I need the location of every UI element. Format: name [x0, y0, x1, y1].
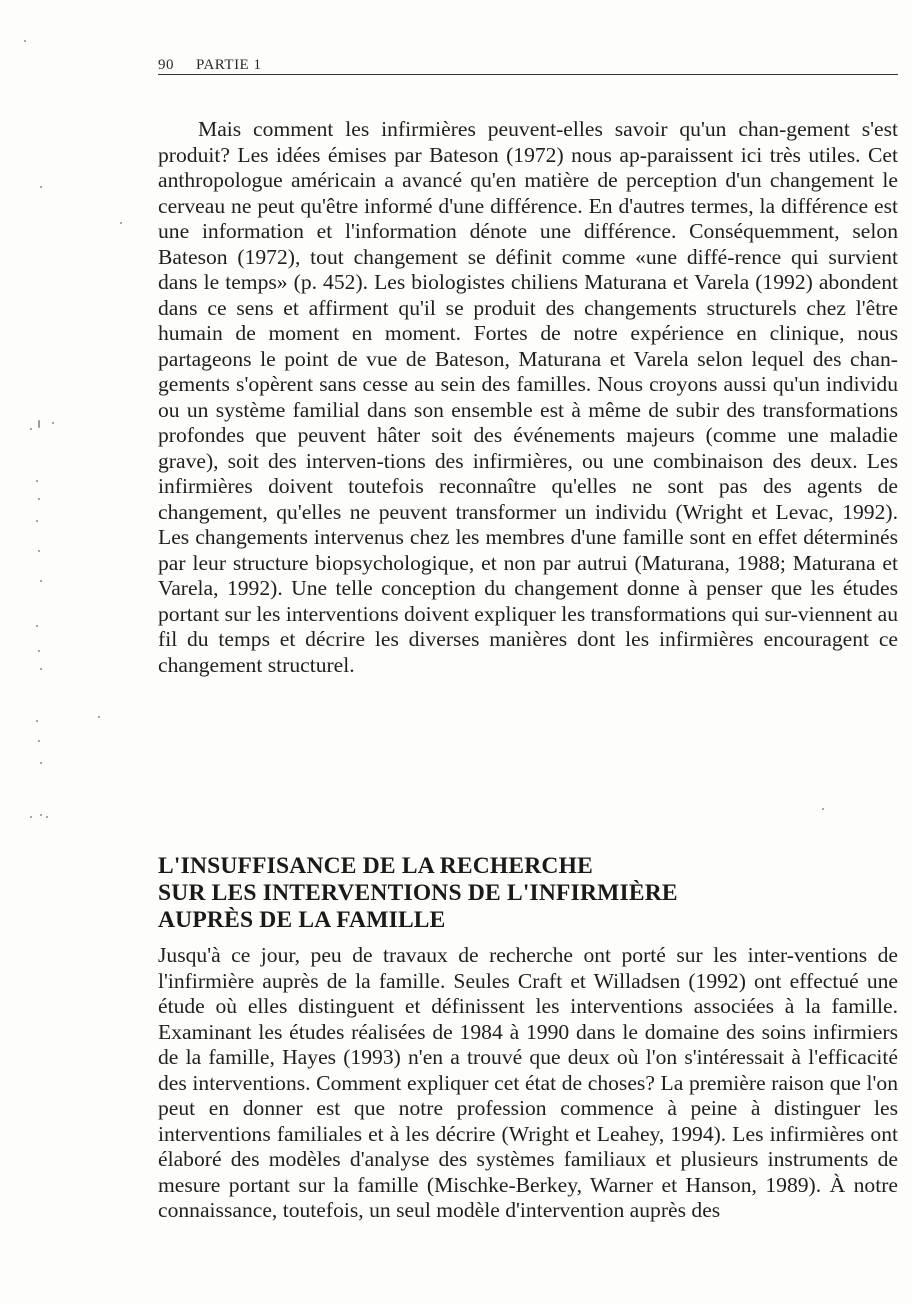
- section-heading-line-2: SUR LES INTERVENTIONS DE L'INFIRMIÈRE: [158, 880, 678, 906]
- scan-speck: [24, 40, 26, 42]
- scan-speck: [40, 580, 42, 582]
- scan-speck: [98, 716, 100, 718]
- scan-speck: [36, 480, 38, 482]
- header-rule: [158, 74, 898, 75]
- scan-speck: [36, 520, 38, 522]
- scan-speck: [38, 650, 40, 652]
- paragraph-research-gap: Jusqu'à ce jour, peu de travaux de recherche ont porté sur les inter-ventions de l'infirmière auprès de la famille. Seules Craft et Willadsen (1992) ont effectué une étude où elles distinguent et définissent les interventions associées à la famille. Examinant les études réalisées de 1984 à 1990 dans le domaine des soins infirmiers de la famille, Hayes (1993) n'en a trouvé que deux où l'on s'intéressait à l'efficacité des interventions. Comment expliquer cet état de choses? La première raison que l'on peut en donner est que notre profession commence à peine à distinguer les interventions familiales et à les décrire (Wright et Leahey, 1994). Les infirmières ont élaboré des modèles d'analyse des systèmes familiaux et plusieurs instruments de mesure portant sur la famille (Mischke-Berkey, Warner et Hanson, 1989). À notre connaissance, toutefois, un seul modèle d'intervention auprès des: [158, 943, 898, 1222]
- paragraph-change-perception: Mais comment les infirmières peuvent-elles savoir qu'un chan-gement s'est produit? Les idées émises par Bateson (1972) nous ap-paraissent ici très utiles. Cet anthropologue américain a avancé qu'en matière de perception d'un changement le cerveau ne peut qu'être informé d'une différence. En d'autres termes, la différence est une information et l'information dénote une différence. Conséquemment, selon Bateson (1972), tout changement se définit comme «une diffé-rence qui survient dans le temps» (p. 452). Les biologistes chiliens Maturana et Varela (1992) abondent dans ce sens et affirment qu'il se produit des changements structurels chez l'être humain de moment en moment. Fortes de notre expérience en clinique, nous partageons le point de vue de Bateson, Maturana et Varela selon lequel des chan-gements s'opèrent sans cesse au sein des familles. Nous croyons aussi qu'un individu ou un système familial dans son ensemble est à même de subir des transformations profondes que peuvent hâter soit des événements majeurs (comme une maladie grave), soit des interven-tions des infirmières, ou une combinaison des deux. Les infirmières doivent toutefois reconnaître qu'elles ne sont pas des agents de changement, qu'elles ne peuvent transformer un individu (Wright et Levac, 1992). Les changements intervenus chez les membres d'une famille sont en effet déterminés par leur structure biopsychologique, et non par autrui (Maturana, 1988; Maturana et Varela, 1992). Une telle conception du changement donne à penser que les études portant sur les interventions doivent expliquer les transformations qui sur-viennent au fil du temps et décrire les diverses manières dont les infirmières encouragent ce changement structurel.: [158, 117, 898, 677]
- section-heading-line-1: L'INSUFFISANCE DE LA RECHERCHE: [158, 853, 593, 879]
- scan-speck: [38, 420, 40, 428]
- scan-speck: [46, 816, 48, 818]
- scan-speck: [40, 668, 42, 670]
- scan-speck: [120, 222, 122, 224]
- running-head: [158, 50, 898, 74]
- scan-speck: [38, 550, 40, 552]
- part-label: PARTIE 1: [196, 57, 262, 73]
- scan-speck: [36, 625, 38, 627]
- scan-speck: [38, 498, 40, 500]
- section-heading: [158, 853, 898, 934]
- scan-speck: [30, 816, 32, 818]
- scan-speck: [40, 186, 42, 188]
- scan-speck: [52, 422, 54, 424]
- scan-speck: [38, 740, 40, 742]
- section-heading-line-3: AUPRÈS DE LA FAMILLE: [158, 907, 446, 933]
- page-number: 90: [158, 57, 174, 73]
- scan-speck: [40, 762, 42, 764]
- scan-speck: [36, 720, 38, 722]
- scan-speck: [822, 808, 824, 810]
- scan-speck: [40, 814, 42, 816]
- scan-speck: [30, 428, 32, 430]
